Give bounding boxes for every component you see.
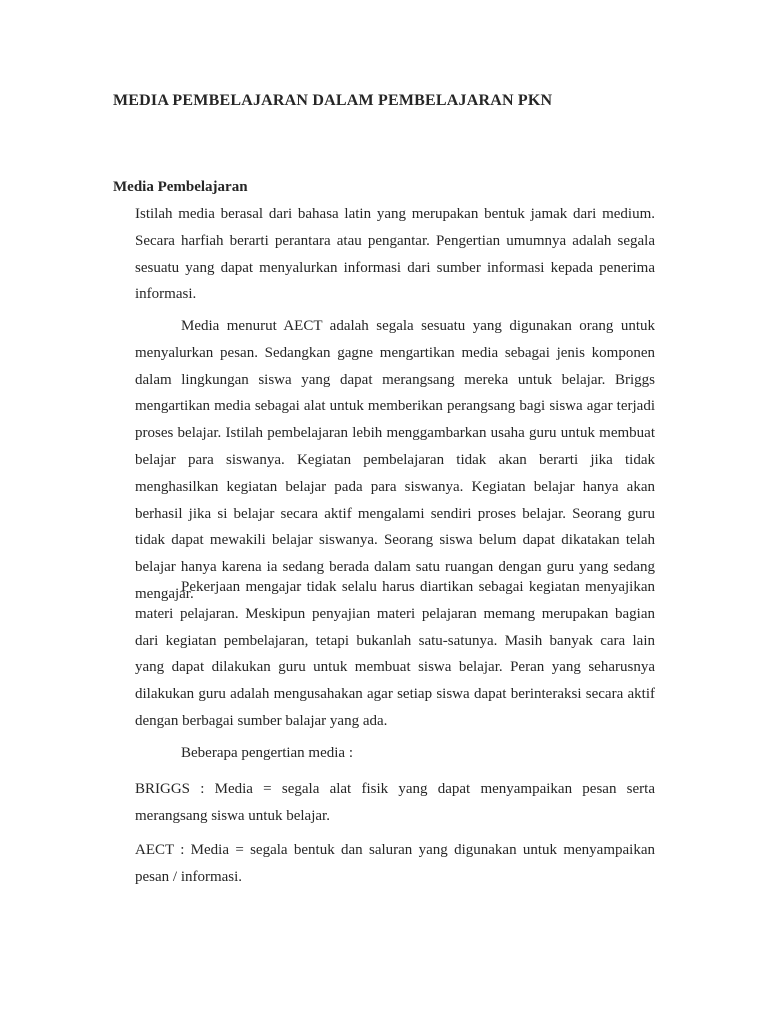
paragraph-aect-definition: AECT : Media = segala bentuk dan saluran yang digunakan untuk menyampaikan pesan / informasi. xyxy=(135,842,655,885)
paragraph-media-aect: Media menurut AECT adalah segala sesuatu yang digunakan orang untuk menyalurkan pesan. Sedangkan gagne mengartikan media sebagai jenis komponen dalam lingkungan siswa yang dapat merangsang mereka untuk belajar. Briggs mengartikan media sebagai alat untuk memberikan perangsang bagi siswa agar terjadi proses belajar. Istilah pembelajaran lebih menggambarkan usaha guru untuk membuat belajar para siswanya. Kegiatan pembelajaran tidak akan berarti jika tidak menghasilkan kegiatan belajar pada para siswanya. Kegiatan belajar hanya akan berhasil jika si belajar secara aktif mengalami sendiri proses belajar. Seorang guru tidak dapat mewakili belajar siswanya. Seorang siswa belum dapat dikatakan telah belajar hanya karena ia sedang berada dalam satu ruangan dengan guru yang sedang mengajar. xyxy=(135,318,655,602)
paragraph-briggs-definition: BRIGGS : Media = segala alat fisik yang dapat menyampaikan pesan serta merangsang siswa untuk belajar. xyxy=(135,781,655,824)
document-title: MEDIA PEMBELAJARAN DALAM PEMBELAJARAN PKN xyxy=(113,92,553,109)
paragraph-mengajar: Pekerjaan mengajar tidak selalu harus diartikan sebagai kegiatan menyajikan materi pelajaran. Meskipun penyajian materi pelajaran memang merupakan bagian dari kegiatan pembelajaran, tetapi bukanlah satu-satunya. Masih banyak cara lain yang dapat dilakukan guru untuk membuat siswa belajar. Peran yang seharusnya dilakukan guru adalah mengusahakan agar setiap siswa dapat berinteraksi secara aktif dengan berbagai sumber balajar yang ada. xyxy=(135,579,655,729)
paragraph-media-definition: Istilah media berasal dari bahasa latin yang merupakan bentuk jamak dari medium. Secara harfiah berarti perantara atau pengantar. Pengertian umumnya adalah segala sesuatu yang dapat menyalurkan informasi dari sumber informasi kepada penerima informasi. xyxy=(135,206,655,303)
paragraph-beberapa-pengertian: Beberapa pengertian media : xyxy=(181,745,354,761)
section-heading: Media Pembelajaran xyxy=(113,179,248,195)
